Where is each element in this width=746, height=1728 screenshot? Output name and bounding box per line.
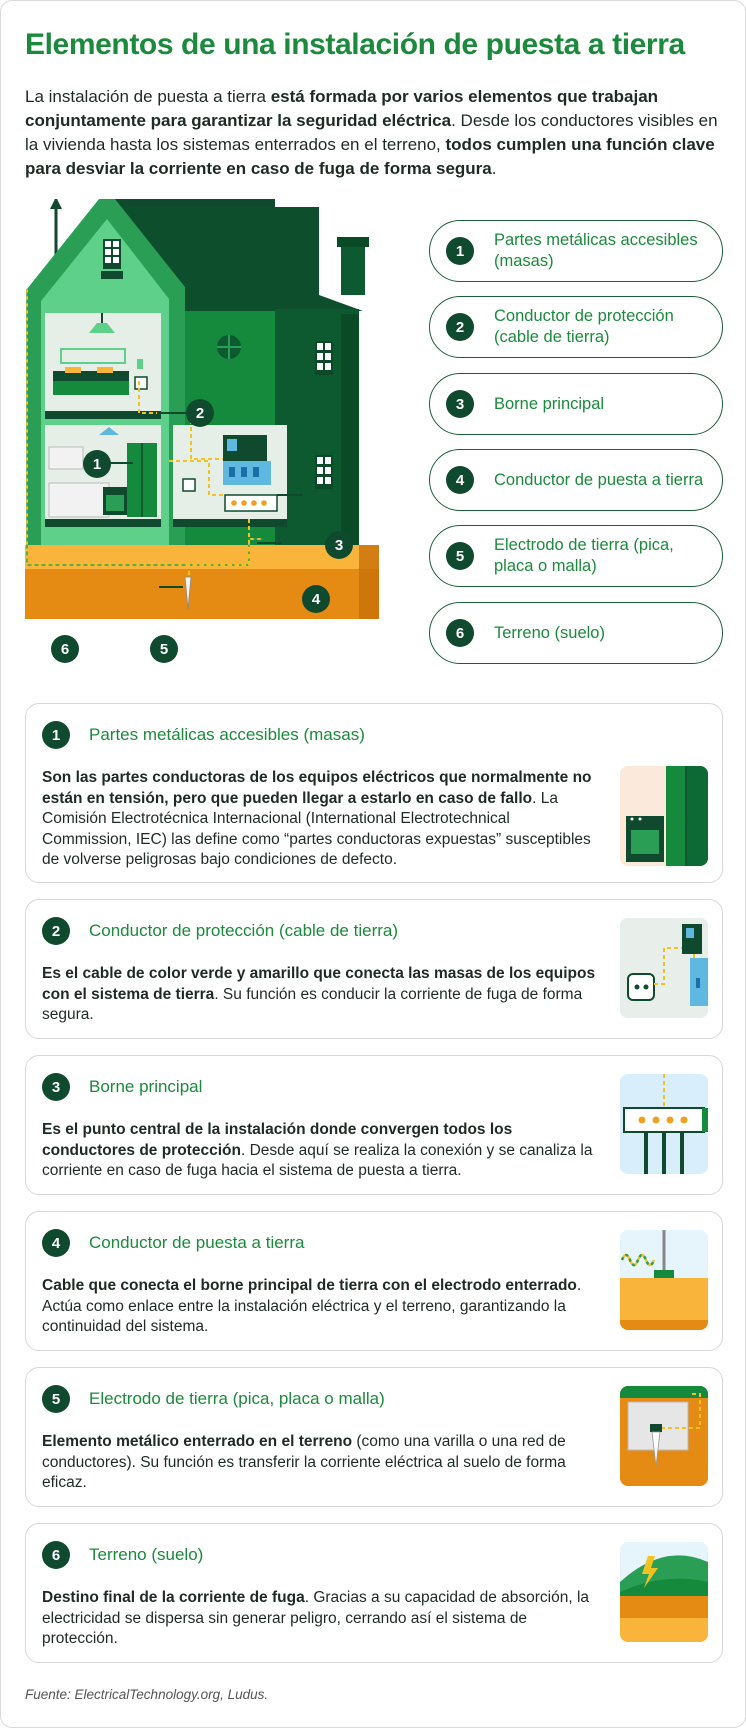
- soil-thumbnail: [620, 1542, 708, 1642]
- card-6: [25, 1523, 723, 1663]
- card-title-2: Conductor de protección (cable de tierra): [89, 921, 399, 940]
- intro-bold-2: todos cumplen una función clave para desviar la corriente en caso de fuga de forma segura: [25, 135, 715, 178]
- card-body-4: Cable que conecta el borne principal de tierra con el electrodo enterrado. Actúa como enlace entre la instalación eléctrica y el terreno, garantizando la continuidad del sistema.: [42, 1277, 582, 1335]
- legend-label-2: Conductor de protección (cable de tierra): [494, 307, 674, 346]
- card-3: [25, 1055, 723, 1195]
- card-title-1: Partes metálicas accesibles (masas): [89, 725, 365, 744]
- card-body-3: Es el punto central de la instalación donde convergen todos los conductores de protección. Desde aquí se realiza la conexión y se canaliza la corriente en caso de fuga hacia el sistema de puesta a tierra.: [42, 1121, 593, 1179]
- legend-item-3: [429, 373, 723, 435]
- page-title: [25, 27, 725, 63]
- source-citation: Fuente: ElectricalTechnology.org, Ludus.: [25, 1687, 269, 1702]
- house-illustration: [19, 199, 419, 681]
- legend-item-6: [429, 602, 723, 664]
- card-2: [25, 899, 723, 1039]
- intro-bold-1: está formada por varios elementos que trabajan conjuntamente para garantizar la seguridad eléctrica: [25, 87, 659, 130]
- title-bold: instalación de puesta a tierra: [283, 28, 685, 61]
- intro-text-1: La instalación de puesta a tierra: [25, 87, 271, 106]
- scene-marker-4: 4: [302, 585, 330, 613]
- intro-text-2: . Desde los conductores visibles en la vivienda hasta los sistemas enterrados en el terreno,: [25, 111, 718, 154]
- card-number-6: 6: [42, 1541, 70, 1569]
- card-5: [25, 1367, 723, 1507]
- card-body-5: Elemento metálico enterrado en el terreno (como una varilla o una red de conductores). Su función es transferir la corriente eléctrica al suelo de forma eficaz.: [42, 1433, 566, 1491]
- card-title-4: Conductor de puesta a tierra: [89, 1233, 305, 1252]
- legend-label-4: Conductor de puesta a tierra: [494, 470, 704, 489]
- legend-item-4: [429, 449, 723, 511]
- card-number-5: 5: [42, 1385, 70, 1413]
- scene-marker-6: 6: [51, 635, 79, 663]
- card-title-3: Borne principal: [89, 1077, 203, 1096]
- metal-parts-thumbnail: [620, 766, 708, 866]
- legend-item-1: [429, 220, 723, 282]
- card-body-6: Destino final de la corriente de fuga. Gracias a su capacidad de absorción, la electricidad se dispersa sin generar peligro, cerrando así el sistema de protección.: [42, 1589, 590, 1647]
- card-number-3: 3: [42, 1073, 70, 1101]
- scene-marker-3: 3: [325, 531, 353, 559]
- legend-item-5: [429, 525, 723, 587]
- legend-label-6: Terreno (suelo): [494, 623, 605, 642]
- legend-number-3: 3: [446, 390, 474, 418]
- legend-label-5: Electrodo de tierra (pica, placa o malla): [494, 536, 674, 575]
- earth-electrode-thumbnail: [620, 1386, 708, 1486]
- main-terminal-thumbnail: [620, 1074, 708, 1174]
- legend-item-2: [429, 296, 723, 358]
- card-title-5: Electrodo de tierra (pica, placa o malla): [89, 1389, 385, 1408]
- card-body-1: Son las partes conductoras de los equipos eléctricos que normalmente no están en tensión, pero que pueden llegar a estarlo en caso de fallo. La Comisión Electrotécnica Internacional (International Electrotechnical Commission, IEC) las define como “partes conductoras expuestas” susceptibles de volverse peligrosas bajo condiciones de defecto.: [42, 769, 592, 868]
- legend-number-2: 2: [446, 313, 474, 341]
- card-number-2: 2: [42, 917, 70, 945]
- intro-text-3: .: [491, 159, 497, 178]
- scene-marker-2: 2: [186, 399, 214, 427]
- legend-number-5: 5: [446, 542, 474, 570]
- legend-number-1: 1: [446, 237, 474, 265]
- card-number-4: 4: [42, 1229, 70, 1257]
- protection-conductor-thumbnail: [620, 918, 708, 1018]
- legend-number-4: 4: [446, 466, 474, 494]
- scene-marker-1: 1: [83, 450, 111, 478]
- legend-number-6: 6: [446, 619, 474, 647]
- intro-paragraph: [25, 85, 725, 181]
- card-number-1: 1: [42, 721, 70, 749]
- card-4: [25, 1211, 723, 1351]
- card-body-2: Es el cable de color verde y amarillo que conecta las masas de los equipos con el sistema de tierra. Su función es conducir la corriente de fuga de forma segura.: [42, 965, 596, 1023]
- card-title-6: Terreno (suelo): [89, 1545, 204, 1564]
- scene-marker-5: 5: [150, 635, 178, 663]
- legend-label-1: Partes metálicas accesibles (masas): [494, 231, 698, 270]
- earthing-conductor-thumbnail: [620, 1230, 708, 1330]
- title-light: Elementos de una: [25, 28, 284, 61]
- legend-label-3: Borne principal: [494, 394, 605, 413]
- card-1: [25, 703, 723, 883]
